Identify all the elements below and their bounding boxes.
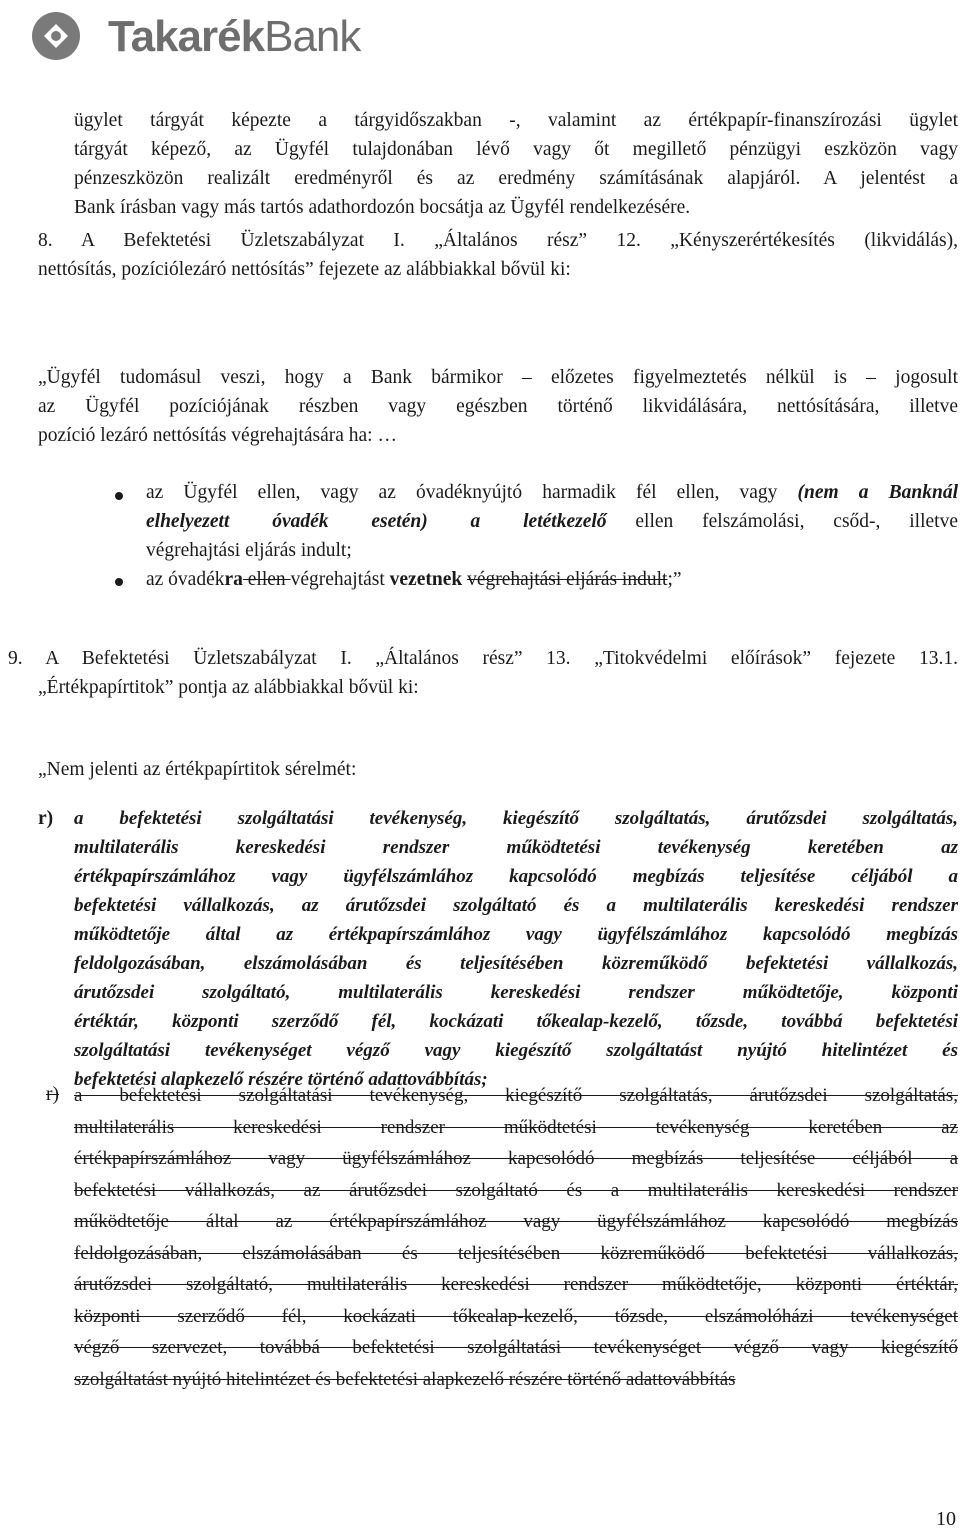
- deleted-line: szolgáltatást nyújtó hitelintézet és befektetési alapkezelő részére történő adattovábbítás: [74, 1368, 736, 1390]
- section-9-heading: [8, 644, 958, 702]
- intro-paragraph: [74, 106, 958, 222]
- bullet-line: [146, 478, 958, 507]
- text-line: 9. A Befektetési Üzletszabályzat I. „Általános rész” 13. „Titokvédelmi előírások” fejezete 13.1.: [8, 648, 958, 669]
- text-line: pénzeszközön realizált eredményről és az eredmény számításának alapjáról. A jelentést a: [74, 168, 958, 189]
- page-number: 10: [936, 1508, 956, 1530]
- text-line: 8. A Befektetési Üzletszabályzat I. „Általános rész” 12. „Kényszerértékesítés (likvidálás),: [38, 230, 958, 251]
- deleted-line: multilaterális kereskedési rendszer működtetési tevékenység keretében az: [74, 1116, 958, 1138]
- logo-wordmark: [108, 12, 360, 62]
- text-line: befektetési alapkezelő részére történő adattovábbítás;: [74, 1069, 488, 1090]
- text-line: multilaterális kereskedési rendszer működtetési tevékenység keretében az: [74, 837, 958, 858]
- deleted-line: működtetője által az értékpapírszámlához vagy ügyfélszámlához kapcsolódó megbízás: [74, 1211, 958, 1232]
- bullet-text: ellen felszámolási, csőd-, illetve: [606, 511, 958, 532]
- text-line: szolgáltatási tevékenységet végző vagy kiegészítő szolgáltatást nyújtó hitelintézet és: [74, 1040, 958, 1061]
- new-item-label: r): [38, 808, 54, 829]
- section-9-quote-intro: [38, 755, 938, 784]
- bullet-text-bold-italic: elhelyezett óvadék esetén) a letétkezelő: [146, 511, 607, 532]
- bullet-text: az Ügyfél ellen, vagy az óvadéknyújtó harmadik fél ellen, vagy: [146, 482, 798, 503]
- bullet-line: végrehajtási eljárás indult;: [146, 540, 352, 561]
- deleted-line: árutőzsdei szolgáltató, multilaterális kereskedési rendszer működtetője, központi értéktár,: [74, 1274, 958, 1295]
- text-line: értékpapírszámlához vagy ügyfélszámlához kapcsolódó megbízás teljesítése céljából a: [74, 866, 958, 887]
- deleted-line: a befektetési szolgáltatási tevékenység, kiegészítő szolgáltatás, árutőzsdei szolgáltatás,: [74, 1085, 958, 1106]
- bullet-item-1: [146, 478, 958, 565]
- bullet-text-bold-italic: (nem a Banknál: [797, 482, 958, 503]
- deleted-item-r: [74, 1080, 958, 1395]
- text-line: feldolgozásában, elszámolásában és teljesítésében közreműködő befektetési vállalkozás,: [74, 953, 958, 974]
- text-line: tárgyát képező, az Ügyfél tulajdonában lévő vagy őt megillető pénzügyi eszközön vagy: [74, 139, 958, 160]
- section-8-quote: [38, 363, 958, 450]
- deleted-line: végző szervezet, továbbá befektetési szolgáltatási tevékenységet végző vagy kiegészítő: [74, 1337, 958, 1358]
- text-line: nettósítás, pozíciólezáró nettósítás” fejezete az alábbiakkal bővül ki:: [38, 259, 571, 280]
- text-line: pozíció lezáró nettósítás végrehajtására ha: …: [38, 425, 397, 446]
- deleted-item-label: r): [46, 1084, 59, 1105]
- deleted-line: befektetési vállalkozás, az árutőzsdei szolgáltató és a multilaterális kereskedési rendszer: [74, 1179, 958, 1201]
- logo-mark-icon: [30, 6, 90, 64]
- bullet-line: [146, 507, 958, 536]
- logo-text-bold: Takarék: [108, 12, 265, 61]
- takarekbank-logo: [30, 6, 400, 64]
- deleted-text: végrehajtási eljárás indult: [467, 569, 668, 590]
- deleted-line: központi szerződő fél, kockázati tőkealap-kezelő, tőzsde, elszámolóházi tevékenységet: [74, 1305, 958, 1327]
- bullet-text-bold: ra: [224, 569, 243, 590]
- bullet-item-2: [146, 565, 958, 594]
- bullet-line: [146, 565, 958, 594]
- bullet-icon: [115, 492, 123, 500]
- text-line: árutőzsdei szolgáltató, multilaterális kereskedési rendszer működtetője, központi: [74, 982, 958, 1003]
- text-line: működtetője által az értékpapírszámlához vagy ügyfélszámlához kapcsolódó megbízás: [74, 924, 958, 945]
- bullet-text: végrehajtást: [290, 569, 390, 590]
- bullet-text: az óvadék: [146, 569, 225, 590]
- bullet-text: ;”: [667, 569, 682, 590]
- text-line: befektetési vállalkozás, az árutőzsdei szolgáltató és a multilaterális kereskedési rendszer: [74, 895, 958, 916]
- text-line: az Ügyfél pozíciójának részben vagy egészben történő likvidálására, nettósítására, illetve: [38, 396, 958, 417]
- text-line: a befektetési szolgáltatási tevékenység, kiegészítő szolgáltatás, árutőzsdei szolgáltatás,: [74, 808, 958, 829]
- section-8-heading: [38, 226, 958, 284]
- text-line: Bank írásban vagy más tartós adathordozón bocsátja az Ügyfél rendelkezésére.: [74, 197, 691, 218]
- bullet-icon: [115, 578, 123, 586]
- bullet-text-bold: vezetnek: [389, 569, 463, 590]
- deleted-line: értékpapírszámlához vagy ügyfélszámlához kapcsolódó megbízás teljesítése céljából a: [74, 1148, 958, 1169]
- text-line: ügylet tárgyát képezte a tárgyidőszakban -, valamint az értékpapír-finanszírozási ügylet: [74, 110, 958, 131]
- text-line: értéktár, központi szerződő fél, kockázati tőkealap-kezelő, tőzsde, továbbá befektetési: [74, 1011, 958, 1032]
- text-line: „Ügyfél tudomásul veszi, hogy a Bank bármikor – előzetes figyelmeztetés nélkül is – jogosult: [38, 367, 958, 388]
- text-line: „Nem jelenti az értékpapírtitok sérelmét:: [38, 759, 357, 780]
- text-line: „Értékpapírtitok” pontja az alábbiakkal bővül ki:: [38, 677, 419, 698]
- logo-text-light: Bank: [264, 12, 361, 61]
- deleted-text: ellen: [242, 569, 291, 590]
- deleted-line: feldolgozásában, elszámolásában és teljesítésében közreműködő befektetési vállalkozás,: [74, 1242, 958, 1264]
- new-item-r: [74, 804, 958, 1094]
